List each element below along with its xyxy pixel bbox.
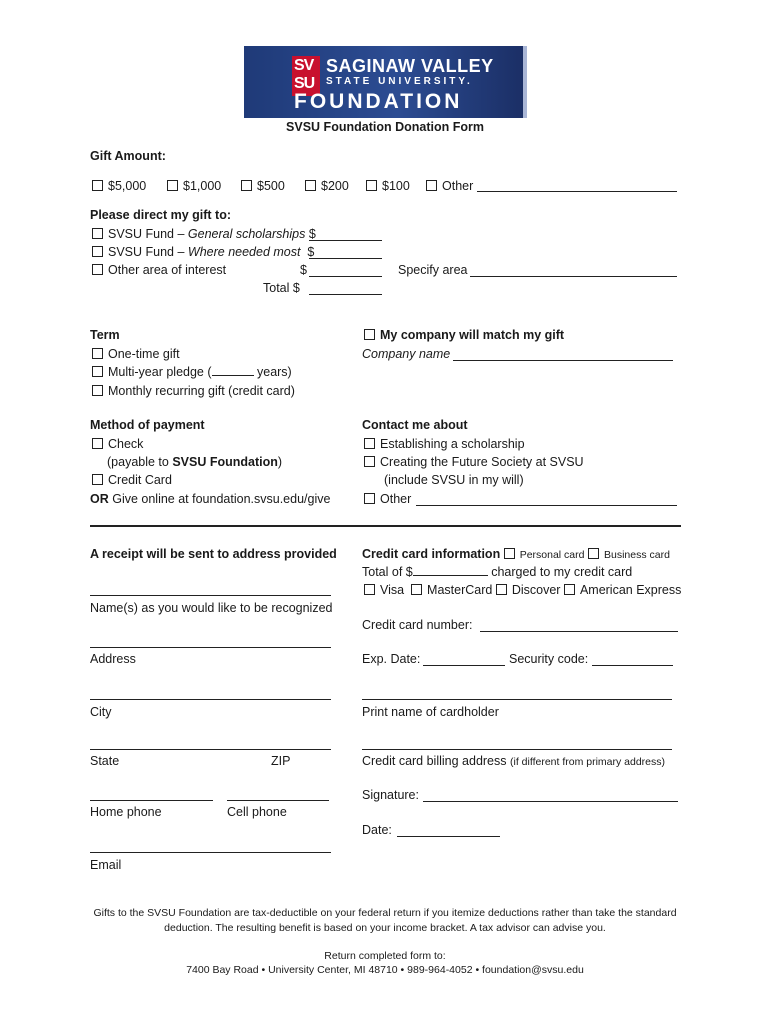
card-type-row <box>364 582 681 598</box>
card-info-row <box>362 546 670 563</box>
contact-label: Other <box>380 492 412 506</box>
checkbox[interactable] <box>366 180 377 191</box>
security-code-label: Security code: <box>509 652 589 666</box>
term-label-suffix: years) <box>253 365 292 379</box>
fund-general-scholarships[interactable] <box>92 226 316 242</box>
gift-option-500[interactable] <box>241 178 285 194</box>
exp-date-label: Exp. Date: <box>362 652 421 666</box>
mastercard-label: MasterCard <box>427 583 493 597</box>
term-label: Multi-year pledge ( <box>108 365 212 379</box>
home-phone-field[interactable] <box>90 800 213 801</box>
term-label: One-time gift <box>108 347 180 361</box>
checkbox[interactable] <box>92 180 103 191</box>
checkbox[interactable] <box>364 438 375 449</box>
card-number-label: Credit card number: <box>362 618 473 632</box>
total-field[interactable] <box>309 294 382 295</box>
gift-option-other[interactable] <box>426 178 473 194</box>
payment-label: Credit Card <box>108 473 172 487</box>
fund-label-italic: General scholarships <box>187 227 306 241</box>
direct-gift-heading: Please direct my gift to: <box>90 208 232 222</box>
charge-total-prefix: Total of $ <box>362 565 413 579</box>
gift-option-5000[interactable] <box>92 178 146 194</box>
term-multi-year[interactable] <box>92 364 292 380</box>
discover-checkbox[interactable] <box>496 584 507 595</box>
payment-credit-card[interactable] <box>92 472 172 488</box>
name-label: Name(s) as you would like to be recognized <box>90 601 333 615</box>
section-divider <box>90 525 681 527</box>
company-name-label: Company name <box>362 347 451 361</box>
checkbox[interactable] <box>364 493 375 504</box>
city-field[interactable] <box>90 699 331 700</box>
logo-mark-bottom: SU <box>294 75 315 92</box>
contact-future-note: (include SVSU in my will) <box>384 473 524 487</box>
card-number-field[interactable] <box>480 631 678 632</box>
signature-field[interactable] <box>423 801 678 802</box>
currency-sign: $ <box>308 227 316 241</box>
payment-check[interactable] <box>92 436 143 452</box>
gift-option-label: $200 <box>321 179 349 193</box>
payable-name: SVSU Foundation <box>172 455 278 469</box>
fund-label-italic: Where needed most <box>187 245 301 259</box>
charge-total-row <box>362 564 632 580</box>
term-heading: Term <box>90 328 120 342</box>
currency-sign: $ <box>307 245 315 259</box>
contact-label: Establishing a scholarship <box>380 437 525 451</box>
home-phone-label: Home phone <box>90 805 162 819</box>
fund-general-amount[interactable] <box>309 240 382 241</box>
logo-mark-top: SV <box>294 57 314 74</box>
checkbox[interactable] <box>92 366 103 377</box>
return-address: 7400 Bay Road • University Center, MI 48710 • 989-964-4052 • foundation@svsu.edu <box>186 964 584 976</box>
checkbox[interactable] <box>92 264 103 275</box>
security-code-field[interactable] <box>592 665 673 666</box>
personal-card-checkbox[interactable] <box>504 548 515 559</box>
fund-label: Other area of interest <box>108 263 227 277</box>
return-label: Return completed form to: <box>324 950 446 962</box>
checkbox[interactable] <box>305 180 316 191</box>
gift-option-200[interactable] <box>305 178 349 194</box>
specify-area-field[interactable] <box>470 276 677 277</box>
checkbox[interactable] <box>241 180 252 191</box>
business-card-checkbox[interactable] <box>588 548 599 559</box>
checkbox[interactable] <box>92 228 103 239</box>
fund-other-area[interactable] <box>92 262 226 278</box>
business-card-label: Business card <box>603 549 670 561</box>
mastercard-checkbox[interactable] <box>411 584 422 595</box>
tax-note-line-1: Gifts to the SVSU Foundation are tax-deductible on your federal return if you itemize deductions rather than take the standard <box>93 907 677 919</box>
term-label: Monthly recurring gift (credit card) <box>108 384 295 398</box>
name-field[interactable] <box>90 595 331 596</box>
checkbox[interactable] <box>92 474 103 485</box>
checkbox[interactable] <box>92 348 103 359</box>
logo-line-3: FOUNDATION <box>294 90 463 113</box>
checkbox[interactable] <box>167 180 178 191</box>
contact-heading: Contact me about <box>362 418 468 432</box>
contact-other-field[interactable] <box>416 505 677 506</box>
total-label: Total $ <box>263 281 300 295</box>
tax-note-line-2: deduction. The resulting benefit is based on your income bracket. A tax advisor can advise you. <box>164 922 606 934</box>
logo-line-1: SAGINAW VALLEY <box>326 56 494 76</box>
gift-option-label: Other <box>442 179 474 193</box>
term-monthly[interactable] <box>92 383 295 399</box>
amex-label: American Express <box>579 583 682 597</box>
contact-label: Creating the Future Society at SVSU <box>380 455 584 469</box>
date-field[interactable] <box>397 836 500 837</box>
foundation-logo <box>244 46 527 118</box>
payable-note <box>107 454 282 470</box>
payable-prefix: (payable to <box>107 455 173 469</box>
email-field[interactable] <box>90 852 331 853</box>
gift-option-1000[interactable] <box>167 178 221 194</box>
gift-option-100[interactable] <box>366 178 410 194</box>
give-online-text: Give online at foundation.svsu.edu/give <box>108 492 331 506</box>
checkbox[interactable] <box>364 329 375 340</box>
exp-date-field[interactable] <box>423 665 505 666</box>
charge-total-field[interactable] <box>413 564 488 576</box>
cell-phone-label: Cell phone <box>227 805 287 819</box>
contact-scholarship[interactable] <box>364 436 525 452</box>
fund-label: SVSU Fund – <box>108 227 188 241</box>
visa-label: Visa <box>380 583 405 597</box>
billing-address-label <box>362 753 665 770</box>
checkbox[interactable] <box>92 438 103 449</box>
cell-phone-field[interactable] <box>227 800 329 801</box>
card-info-heading: Credit card information <box>362 547 501 561</box>
billing-label: Credit card billing address <box>362 754 507 768</box>
payment-label: Check <box>108 437 144 451</box>
payable-suffix: ) <box>277 455 283 469</box>
gift-option-label: $1,000 <box>183 179 222 193</box>
gift-option-label: $5,000 <box>108 179 147 193</box>
fund-needed-amount[interactable] <box>309 258 382 259</box>
personal-card-label: Personal card <box>519 549 585 561</box>
zip-label: ZIP <box>271 754 291 768</box>
gift-option-label: $500 <box>257 179 285 193</box>
billing-address-field[interactable] <box>362 749 672 750</box>
address-field[interactable] <box>90 647 331 648</box>
email-label: Email <box>90 858 122 872</box>
payment-heading: Method of payment <box>90 418 205 432</box>
company-match-option[interactable] <box>364 327 564 343</box>
address-label: Address <box>90 652 136 666</box>
state-zip-field[interactable] <box>90 749 331 750</box>
cardholder-name-field[interactable] <box>362 699 672 700</box>
contact-future-society[interactable] <box>364 454 584 470</box>
receipt-heading: A receipt will be sent to address provided <box>90 547 337 561</box>
signature-label: Signature: <box>362 788 419 802</box>
term-one-time[interactable] <box>92 346 180 362</box>
date-label: Date: <box>362 823 392 837</box>
gift-other-field[interactable] <box>477 191 677 192</box>
give-online-note <box>90 491 330 507</box>
contact-other[interactable] <box>364 491 411 507</box>
checkbox[interactable] <box>92 385 103 396</box>
checkbox[interactable] <box>426 180 437 191</box>
or-label: OR <box>90 492 109 506</box>
charge-total-suffix: charged to my credit card <box>487 565 633 579</box>
company-match-label: My company will match my gift <box>380 328 565 342</box>
logo-line-2: STATE UNIVERSITY. <box>326 76 473 87</box>
visa-checkbox[interactable] <box>364 584 375 595</box>
fund-label: SVSU Fund – <box>108 245 188 259</box>
checkbox[interactable] <box>364 456 375 467</box>
company-name-field[interactable] <box>453 360 673 361</box>
fund-where-needed[interactable] <box>92 244 314 260</box>
city-label: City <box>90 705 112 719</box>
discover-label: Discover <box>511 583 561 597</box>
amex-checkbox[interactable] <box>564 584 575 595</box>
currency-sign: $ <box>300 263 307 277</box>
gift-amount-heading: Gift Amount: <box>90 149 166 163</box>
state-label: State <box>90 754 120 768</box>
billing-note: (if different from primary address) <box>510 756 666 768</box>
years-field[interactable] <box>212 364 254 376</box>
cardholder-name-label: Print name of cardholder <box>362 705 499 719</box>
checkbox[interactable] <box>92 246 103 257</box>
form-title: SVSU Foundation Donation Form <box>286 120 484 134</box>
gift-option-label: $100 <box>382 179 410 193</box>
fund-other-amount[interactable] <box>309 276 382 277</box>
specify-area-label: Specify area <box>398 263 468 277</box>
